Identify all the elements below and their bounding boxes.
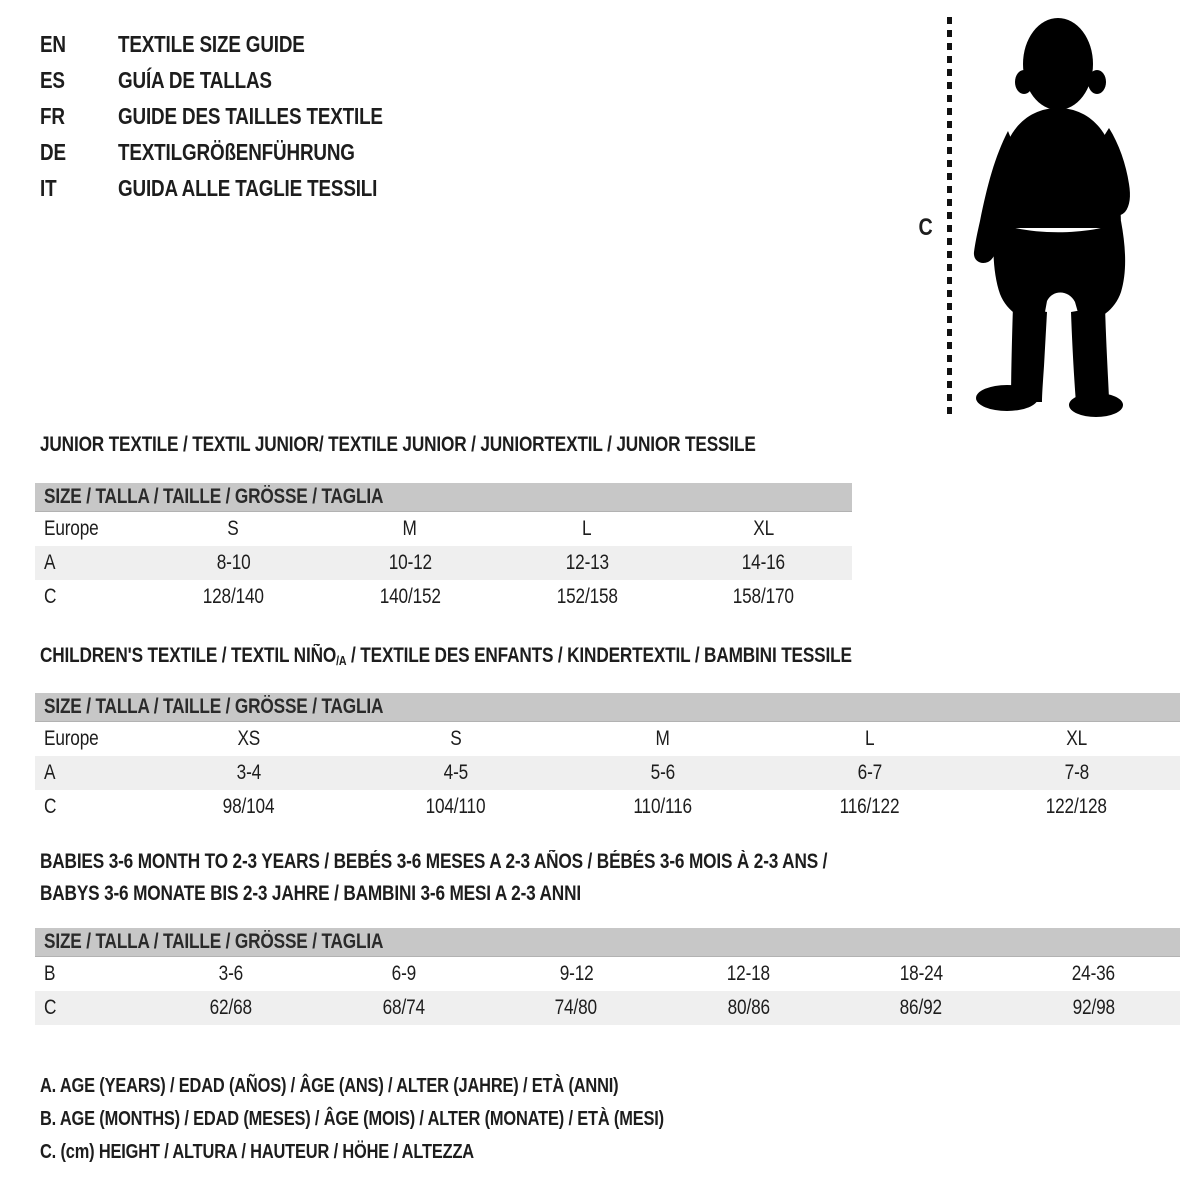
size-cell: 80/86	[727, 996, 770, 1019]
size-cell: 5-6	[650, 761, 675, 784]
size-cell: 4-5	[443, 761, 468, 784]
table-row	[35, 991, 1180, 1025]
language-code: FR	[40, 102, 65, 129]
row-label: C	[44, 585, 57, 608]
size-cell: 92/98	[1072, 996, 1115, 1019]
size-cell: 104/110	[425, 795, 486, 818]
size-cell: S	[449, 727, 462, 750]
size-header-label: SIZE / TALLA / TAILLE / GRÖSSE / TAGLIA	[44, 695, 384, 718]
junior-size-table	[35, 483, 852, 614]
size-cell: L	[864, 727, 875, 750]
language-row	[40, 134, 441, 170]
row-label: Europe	[44, 517, 99, 540]
language-label: GUIDE DES TAILLES TEXTILE	[118, 102, 383, 129]
size-cell: 8-10	[216, 551, 251, 574]
size-cell: 140/152	[379, 585, 441, 608]
row-label: A	[44, 761, 56, 784]
figure-measure-label: C	[918, 214, 933, 241]
size-cell: XS	[237, 727, 260, 750]
babies-size-table	[35, 928, 1180, 1025]
footnotes-block	[40, 1070, 801, 1169]
babies-section-title	[40, 846, 1000, 910]
size-cell: 158/170	[733, 585, 795, 608]
language-label: GUIDA ALLE TAGLIE TESSILI	[118, 174, 378, 201]
size-cell: 86/92	[900, 996, 943, 1019]
size-cell: 6-9	[391, 962, 416, 985]
size-cell: 3-4	[236, 761, 261, 784]
language-label: GUÍA DE TALLAS	[118, 66, 272, 93]
language-code: EN	[40, 30, 66, 57]
language-code: DE	[40, 138, 66, 165]
language-code: IT	[40, 174, 57, 201]
size-cell: M	[655, 727, 670, 750]
size-cell: 7-8	[1064, 761, 1089, 784]
size-cell: 122/128	[1045, 795, 1108, 818]
table-row	[35, 546, 852, 580]
language-label: TEXTILGRÖßENFÜHRUNG	[118, 138, 355, 165]
size-header-label: SIZE / TALLA / TAILLE / GRÖSSE / TAGLIA	[44, 930, 384, 953]
size-cell: XL	[753, 517, 774, 540]
size-cell: 74/80	[555, 996, 598, 1019]
table-row	[35, 957, 1180, 991]
row-label: Europe	[44, 727, 99, 750]
size-cell: 6-7	[857, 761, 882, 784]
footnote-age-years: A. AGE (YEARS) / EDAD (AÑOS) / ÂGE (ANS) / ALTER (JAHRE) / ETÀ (ANNI)	[40, 1075, 619, 1097]
size-header-bar	[35, 483, 852, 512]
language-code: ES	[40, 66, 65, 93]
children-size-table	[35, 693, 1180, 824]
size-cell: 14-16	[742, 551, 786, 574]
size-cell: 110/116	[633, 795, 692, 818]
footnote-height-cm: C. (cm) HEIGHT / ALTURA / HAUTEUR / HÖHE / ALTEZZA	[40, 1141, 474, 1163]
size-header-label: SIZE / TALLA / TAILLE / GRÖSSE / TAGLIA	[44, 485, 384, 508]
size-cell: 98/104	[222, 795, 275, 818]
table-row	[35, 580, 852, 614]
children-title-post: / TEXTILE DES ENFANTS / KINDERTEXTIL / BAMBINI TESSILE	[346, 644, 852, 667]
language-label: TEXTILE SIZE GUIDE	[118, 30, 305, 57]
size-cell: L	[582, 517, 592, 540]
size-cell: 62/68	[210, 996, 253, 1019]
size-cell: 12-13	[565, 551, 609, 574]
language-row	[40, 62, 441, 98]
table-row	[35, 756, 1180, 790]
size-cell: S	[227, 517, 240, 540]
row-label: A	[44, 551, 56, 574]
babies-title-line1: BABIES 3-6 MONTH TO 2-3 YEARS / BEBÉS 3-6 MESES A 2-3 AÑOS / BÉBÉS 3-6 MOIS À 2-3 ANS /	[40, 850, 828, 873]
language-row	[40, 98, 441, 134]
language-row	[40, 26, 441, 62]
size-cell: 9-12	[559, 962, 594, 985]
size-cell: XL	[1066, 727, 1087, 750]
language-row	[40, 170, 441, 206]
table-row	[35, 790, 1180, 824]
children-title-pre: CHILDREN'S TEXTILE / TEXTIL NIÑO	[40, 644, 337, 667]
toddler-silhouette-image	[963, 16, 1138, 419]
junior-section-title: JUNIOR TEXTILE / TEXTIL JUNIOR/ TEXTILE JUNIOR / JUNIORTEXTIL / JUNIOR TESSILE	[40, 433, 756, 456]
size-cell: 12-18	[727, 962, 771, 985]
size-cell: 116/122	[839, 795, 900, 818]
size-header-bar	[35, 928, 1180, 957]
table-row	[35, 512, 852, 546]
row-label: B	[44, 962, 56, 985]
size-cell: 68/74	[382, 996, 425, 1019]
size-cell: 152/158	[556, 585, 618, 608]
row-label: C	[44, 795, 57, 818]
size-cell: 3-6	[219, 962, 244, 985]
row-label: C	[44, 996, 57, 1019]
size-header-bar	[35, 693, 1180, 722]
size-cell: 18-24	[899, 962, 943, 985]
children-title-sub: /A	[336, 653, 347, 668]
babies-title-line2: BABYS 3-6 MONATE BIS 2-3 JAHRE / BAMBINI 3-6 MESI A 2-3 ANNI	[40, 882, 581, 905]
size-cell: M	[403, 517, 418, 540]
height-measure-line	[947, 17, 952, 417]
table-row	[35, 722, 1180, 756]
size-cell: 128/140	[202, 585, 264, 608]
children-section-title	[40, 644, 852, 668]
title-language-block	[40, 26, 441, 206]
footnote-age-months: B. AGE (MONTHS) / EDAD (MESES) / ÂGE (MOIS) / ALTER (MONATE) / ETÀ (MESI)	[40, 1108, 664, 1130]
size-cell: 10-12	[388, 551, 432, 574]
size-cell: 24-36	[1072, 962, 1116, 985]
